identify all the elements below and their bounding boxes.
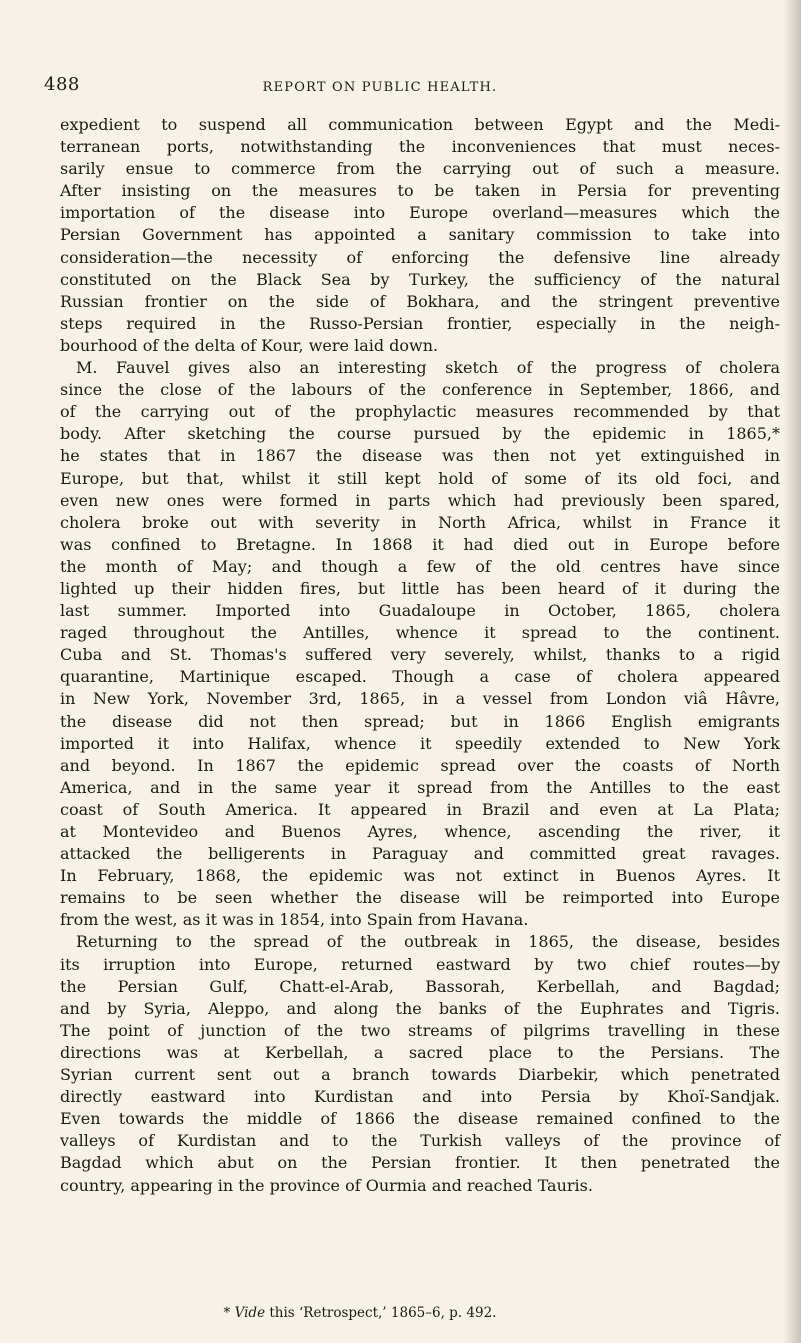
footnote-vide: Vide (234, 1305, 266, 1321)
text-line: he states that in 1867 the disease was then not yet extinguished in (60, 446, 780, 466)
text-line: Bagdad which abut on the Persian frontier. It then penetrated the (60, 1153, 780, 1173)
text-line: Even towards the middle of 1866 the disease remained confined to the (60, 1109, 780, 1129)
text-line: since the close of the labours of the conference in September, 1866, and (60, 380, 780, 400)
text-line: terranean ports, notwithstanding the inconveniences that must neces- (60, 137, 780, 157)
text-line: raged throughout the Antilles, whence it spread to the continent. (60, 623, 780, 643)
text-line: and beyond. In 1867 the epidemic spread over the coasts of North (60, 755, 780, 775)
footnote (80, 1304, 640, 1322)
text-line: After insisting on the measures to be taken in Persia for preventing (60, 181, 780, 201)
text-line: The point of junction of the two streams of pilgrims travelling in these (60, 1020, 780, 1040)
text-line: its irruption into Europe, returned eastward by two chief routes—by (60, 954, 780, 974)
text-line: from the west, as it was in 1854, into Spain from Havana. (60, 910, 529, 930)
text-line: Syrian current sent out a branch towards Diarbekir, which penetrated (60, 1065, 780, 1085)
text-line: cholera broke out with severity in North Africa, whilst in France it (60, 512, 780, 532)
text-line: Persian Government has appointed a sanitary commission to take into (60, 225, 780, 245)
text-line: attacked the belligerents in Paraguay and committed great ravages. (60, 844, 780, 864)
text-line: importation of the disease into Europe overland—measures which the (60, 203, 780, 223)
text-line: the disease did not then spread; but in 1866 English emigrants (60, 711, 780, 731)
text-line: directly eastward into Kurdistan and into Persia by Khoï-Sandjak. (60, 1087, 780, 1107)
footnote-marker: * (223, 1305, 231, 1321)
text-line: remains to be seen whether the disease will be reimported into Europe (60, 888, 780, 908)
text-line: even new ones were formed in parts which had previously been spared, (60, 490, 780, 510)
text-line: expedient to suspend all communication between Egypt and the Medi- (60, 115, 780, 134)
text-line: was confined to Bretagne. In 1868 it had died out in Europe before (60, 534, 780, 554)
text-line: country, appearing in the province of Ourmia and reached Tauris. (60, 1175, 593, 1195)
text-line: Russian frontier on the side of Bokhara, and the stringent preventive (60, 291, 780, 311)
running-title: REPORT ON PUBLIC HEALTH. (262, 80, 498, 95)
text-line: at Montevideo and Buenos Ayres, whence, ascending the river, it (60, 822, 780, 841)
text-line: in New York, November 3rd, 1865, in a vessel from London viâ Hâvre, (60, 689, 780, 709)
text-line: quarantine, Martinique escaped. Though a case of cholera appeared (60, 667, 780, 687)
text-line: valleys of Kurdistan and to the Turkish valleys of the province of (60, 1131, 780, 1151)
paragraph-start-line: M. Fauvel gives also an interesting sketch of the progress of cholera (76, 358, 780, 378)
text-line: lighted up their hidden fires, but little has been heard of it during the (60, 578, 780, 598)
text-line: coast of South America. It appeared in Brazil and even at La Plata; (60, 799, 780, 819)
text-line: body. After sketching the course pursued by the epidemic in 1865,* (60, 424, 780, 444)
text-line: America, and in the same year it spread from the Antilles to the east (60, 777, 780, 797)
text-line: directions was at Kerbellah, a sacred place to the Persians. The (60, 1042, 780, 1062)
text-line: of the carrying out of the prophylactic measures recommended by that (60, 402, 780, 422)
text-line: constituted on the Black Sea by Turkey, the sufficiency of the natural (60, 269, 780, 289)
text-line: imported it into Halifax, whence it speedily extended to New York (60, 733, 780, 753)
paragraph-start-line: Returning to the spread of the outbreak in 1865, the disease, besides (76, 932, 780, 952)
page-number: 488 (44, 74, 80, 95)
text-line: last summer. Imported into Guadaloupe in October, 1865, cholera (60, 601, 780, 621)
body-text (60, 114, 780, 1197)
footnote-text: this ‘Retrospect,’ 1865–6, p. 492. (269, 1305, 497, 1321)
text-line: the month of May; and though a few of the old centres have since (60, 556, 780, 576)
page-edge-shadow (783, 0, 801, 1343)
text-line: Cuba and St. Thomas's suffered very severely, whilst, thanks to a rigid (60, 645, 780, 665)
text-line: Europe, but that, whilst it still kept hold of some of its old foci, and (60, 468, 780, 488)
text-line: sarily ensue to commerce from the carrying out of such a measure. (60, 159, 780, 179)
text-line: bourhood of the delta of Kour, were laid down. (60, 335, 439, 355)
text-line: consideration—the necessity of enforcing the defensive line already (60, 247, 780, 267)
text-line: and by Syria, Aleppo, and along the banks of the Euphrates and Tigris. (60, 998, 780, 1018)
text-line: In February, 1868, the epidemic was not extinct in Buenos Ayres. It (60, 866, 780, 886)
text-line: steps required in the Russo-Persian frontier, especially in the neigh- (60, 313, 780, 333)
text-line: the Persian Gulf, Chatt-el-Arab, Bassorah, Kerbellah, and Bagdad; (60, 976, 780, 996)
